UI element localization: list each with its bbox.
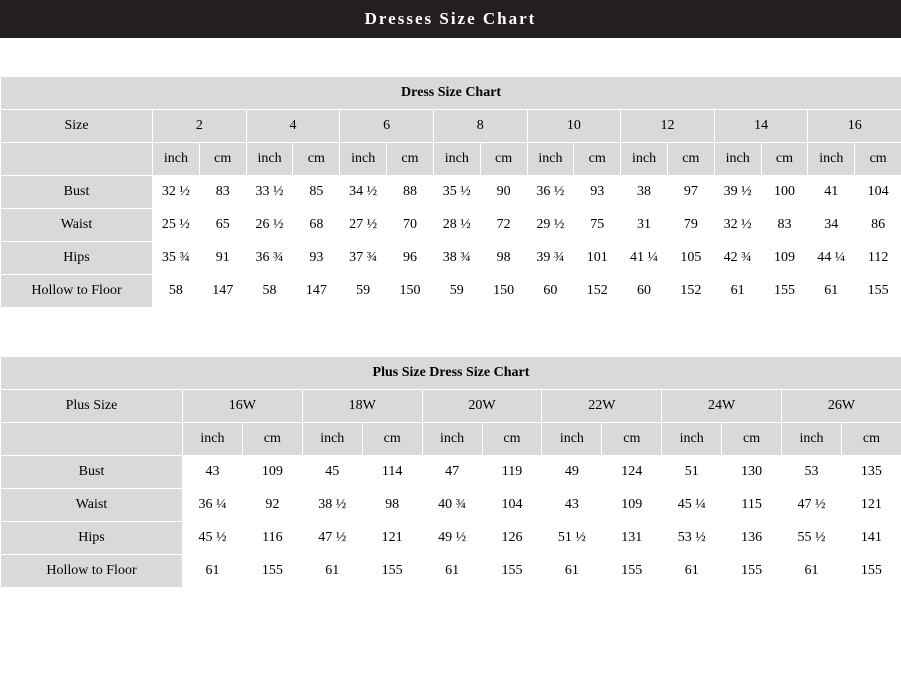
measurement-cell: 39 ½ — [714, 176, 761, 209]
measurement-cell: 61 — [302, 555, 362, 588]
measurement-cell: 32 ½ — [714, 209, 761, 242]
measurement-cell: 109 — [242, 456, 302, 489]
measurement-cell: 45 — [302, 456, 362, 489]
measurement-cell: 93 — [293, 242, 340, 275]
measurement-cell: 41 ¼ — [621, 242, 668, 275]
measurement-cell: 61 — [422, 555, 482, 588]
measurement-cell: 40 ¾ — [422, 489, 482, 522]
unit-header-cell: cm — [722, 423, 782, 456]
row-label-cell: Hips — [1, 242, 153, 275]
unit-header-cell: cm — [480, 143, 527, 176]
unit-header-row — [1, 143, 901, 176]
table-row — [1, 522, 901, 555]
measurement-cell: 43 — [542, 489, 602, 522]
measurement-cell: 41 — [808, 176, 855, 209]
measurement-cell: 155 — [841, 555, 901, 588]
unit-header-row — [1, 423, 901, 456]
measurement-cell: 104 — [855, 176, 901, 209]
measurement-cell: 79 — [667, 209, 714, 242]
measurement-cell: 147 — [199, 275, 246, 308]
measurement-cell: 101 — [574, 242, 621, 275]
measurement-cell: 61 — [782, 555, 842, 588]
measurement-cell: 116 — [242, 522, 302, 555]
measurement-cell: 152 — [574, 275, 621, 308]
measurement-cell: 26 ½ — [246, 209, 293, 242]
measurement-cell: 155 — [722, 555, 782, 588]
unit-header-cell: inch — [183, 423, 243, 456]
unit-header-cell: inch — [433, 143, 480, 176]
measurement-cell: 39 ¾ — [527, 242, 574, 275]
measurement-cell: 36 ¼ — [183, 489, 243, 522]
measurement-cell: 136 — [722, 522, 782, 555]
measurement-cell: 119 — [482, 456, 542, 489]
measurement-cell: 28 ½ — [433, 209, 480, 242]
measurement-cell: 60 — [621, 275, 668, 308]
measurement-cell: 38 ¾ — [433, 242, 480, 275]
unit-header-cell: cm — [293, 143, 340, 176]
unit-header-cell: cm — [482, 423, 542, 456]
measurement-cell: 150 — [387, 275, 434, 308]
measurement-cell: 135 — [841, 456, 901, 489]
unit-header-cell: inch — [662, 423, 722, 456]
size-header-cell: 2 — [153, 110, 247, 143]
measurement-cell: 152 — [667, 275, 714, 308]
size-label-cell: Size — [1, 110, 153, 143]
size-header-cell: 14 — [714, 110, 808, 143]
measurement-cell: 35 ½ — [433, 176, 480, 209]
size-header-cell: 16 — [808, 110, 901, 143]
measurement-cell: 38 — [621, 176, 668, 209]
unit-header-cell: cm — [855, 143, 901, 176]
size-header-row — [1, 390, 901, 423]
measurement-cell: 96 — [387, 242, 434, 275]
table-caption: Plus Size Dress Size Chart — [1, 357, 901, 390]
measurement-cell: 60 — [527, 275, 574, 308]
table-row — [1, 456, 901, 489]
table-row — [1, 489, 901, 522]
page-banner — [0, 0, 901, 38]
measurement-cell: 43 — [183, 456, 243, 489]
size-header-cell: 24W — [662, 390, 782, 423]
measurement-cell: 42 ¾ — [714, 242, 761, 275]
size-header-cell: 18W — [302, 390, 422, 423]
measurement-cell: 61 — [183, 555, 243, 588]
row-label-cell: Bust — [1, 176, 153, 209]
measurement-cell: 68 — [293, 209, 340, 242]
table-row — [1, 555, 901, 588]
table-caption: Dress Size Chart — [1, 77, 901, 110]
measurement-cell: 61 — [662, 555, 722, 588]
unit-header-cell: inch — [153, 143, 200, 176]
measurement-cell: 36 ½ — [527, 176, 574, 209]
measurement-cell: 97 — [667, 176, 714, 209]
unit-header-cell: inch — [246, 143, 293, 176]
measurement-cell: 130 — [722, 456, 782, 489]
table-row — [1, 176, 901, 209]
size-header-cell: 4 — [246, 110, 340, 143]
row-label-cell: Waist — [1, 209, 153, 242]
measurement-cell: 90 — [480, 176, 527, 209]
measurement-cell: 92 — [242, 489, 302, 522]
measurement-cell: 65 — [199, 209, 246, 242]
measurement-cell: 45 ¼ — [662, 489, 722, 522]
unit-header-cell: inch — [542, 423, 602, 456]
measurement-cell: 35 ¾ — [153, 242, 200, 275]
unit-header-cell: inch — [782, 423, 842, 456]
measurement-cell: 155 — [602, 555, 662, 588]
measurement-cell: 147 — [293, 275, 340, 308]
unit-header-cell: cm — [841, 423, 901, 456]
table-caption-row — [1, 357, 901, 390]
measurement-cell: 27 ½ — [340, 209, 387, 242]
spacer-mid — [0, 308, 901, 356]
size-header-cell: 10 — [527, 110, 621, 143]
measurement-cell: 38 ½ — [302, 489, 362, 522]
measurement-cell: 53 — [782, 456, 842, 489]
measurement-cell: 104 — [482, 489, 542, 522]
measurement-cell: 47 — [422, 456, 482, 489]
measurement-cell: 75 — [574, 209, 621, 242]
unit-header-cell: cm — [761, 143, 808, 176]
measurement-cell: 155 — [482, 555, 542, 588]
measurement-cell: 25 ½ — [153, 209, 200, 242]
measurement-cell: 58 — [246, 275, 293, 308]
size-header-cell: 22W — [542, 390, 662, 423]
measurement-cell: 61 — [542, 555, 602, 588]
measurement-cell: 36 ¾ — [246, 242, 293, 275]
measurement-cell: 31 — [621, 209, 668, 242]
unit-header-cell: inch — [808, 143, 855, 176]
size-header-cell: 16W — [183, 390, 303, 423]
measurement-cell: 109 — [761, 242, 808, 275]
measurement-cell: 51 ½ — [542, 522, 602, 555]
measurement-cell: 55 ½ — [782, 522, 842, 555]
measurement-cell: 34 — [808, 209, 855, 242]
plus-size-chart-block — [0, 356, 901, 588]
measurement-cell: 155 — [242, 555, 302, 588]
measurement-cell: 34 ½ — [340, 176, 387, 209]
measurement-cell: 72 — [480, 209, 527, 242]
measurement-cell: 126 — [482, 522, 542, 555]
size-header-cell: 6 — [340, 110, 434, 143]
measurement-cell: 93 — [574, 176, 621, 209]
spacer-top — [0, 38, 901, 76]
measurement-cell: 32 ½ — [153, 176, 200, 209]
unit-header-cell: inch — [527, 143, 574, 176]
measurement-cell: 29 ½ — [527, 209, 574, 242]
measurement-cell: 61 — [808, 275, 855, 308]
measurement-cell: 155 — [855, 275, 901, 308]
measurement-cell: 53 ½ — [662, 522, 722, 555]
measurement-cell: 59 — [433, 275, 480, 308]
measurement-cell: 109 — [602, 489, 662, 522]
measurement-cell: 115 — [722, 489, 782, 522]
measurement-cell: 44 ¼ — [808, 242, 855, 275]
measurement-cell: 61 — [714, 275, 761, 308]
unit-header-cell: inch — [340, 143, 387, 176]
table-row — [1, 209, 901, 242]
measurement-cell: 58 — [153, 275, 200, 308]
plus-size-chart-table — [0, 356, 901, 588]
unit-row-blank-cell — [1, 143, 153, 176]
measurement-cell: 124 — [602, 456, 662, 489]
unit-header-cell: cm — [667, 143, 714, 176]
measurement-cell: 112 — [855, 242, 901, 275]
measurement-cell: 155 — [362, 555, 422, 588]
measurement-cell: 155 — [761, 275, 808, 308]
measurement-cell: 83 — [761, 209, 808, 242]
table-caption-row — [1, 77, 901, 110]
page-title: Dresses Size Chart — [364, 9, 537, 28]
table-row — [1, 275, 901, 308]
measurement-cell: 98 — [480, 242, 527, 275]
measurement-cell: 121 — [841, 489, 901, 522]
unit-header-cell: cm — [199, 143, 246, 176]
size-header-cell: 26W — [782, 390, 901, 423]
measurement-cell: 49 ½ — [422, 522, 482, 555]
measurement-cell: 45 ½ — [183, 522, 243, 555]
measurement-cell: 83 — [199, 176, 246, 209]
measurement-cell: 85 — [293, 176, 340, 209]
unit-row-blank-cell — [1, 423, 183, 456]
row-label-cell: Hips — [1, 522, 183, 555]
measurement-cell: 37 ¾ — [340, 242, 387, 275]
unit-header-cell: inch — [302, 423, 362, 456]
unit-header-cell: inch — [621, 143, 668, 176]
row-label-cell: Hollow to Floor — [1, 275, 153, 308]
measurement-cell: 98 — [362, 489, 422, 522]
measurement-cell: 131 — [602, 522, 662, 555]
size-label-cell: Plus Size — [1, 390, 183, 423]
measurement-cell: 59 — [340, 275, 387, 308]
size-header-cell: 8 — [433, 110, 527, 143]
row-label-cell: Waist — [1, 489, 183, 522]
measurement-cell: 88 — [387, 176, 434, 209]
size-header-cell: 20W — [422, 390, 542, 423]
measurement-cell: 105 — [667, 242, 714, 275]
unit-header-cell: cm — [574, 143, 621, 176]
measurement-cell: 150 — [480, 275, 527, 308]
unit-header-cell: inch — [422, 423, 482, 456]
row-label-cell: Hollow to Floor — [1, 555, 183, 588]
unit-header-cell: inch — [714, 143, 761, 176]
unit-header-cell: cm — [242, 423, 302, 456]
table-row — [1, 242, 901, 275]
measurement-cell: 86 — [855, 209, 901, 242]
measurement-cell: 33 ½ — [246, 176, 293, 209]
measurement-cell: 47 ½ — [302, 522, 362, 555]
unit-header-cell: cm — [387, 143, 434, 176]
unit-header-cell: cm — [362, 423, 422, 456]
dress-size-chart-table — [0, 76, 901, 308]
measurement-cell: 51 — [662, 456, 722, 489]
measurement-cell: 91 — [199, 242, 246, 275]
dress-size-chart-block — [0, 76, 901, 308]
measurement-cell: 114 — [362, 456, 422, 489]
measurement-cell: 70 — [387, 209, 434, 242]
unit-header-cell: cm — [602, 423, 662, 456]
measurement-cell: 121 — [362, 522, 422, 555]
row-label-cell: Bust — [1, 456, 183, 489]
measurement-cell: 49 — [542, 456, 602, 489]
size-header-row — [1, 110, 901, 143]
measurement-cell: 47 ½ — [782, 489, 842, 522]
measurement-cell: 141 — [841, 522, 901, 555]
measurement-cell: 100 — [761, 176, 808, 209]
size-header-cell: 12 — [621, 110, 715, 143]
